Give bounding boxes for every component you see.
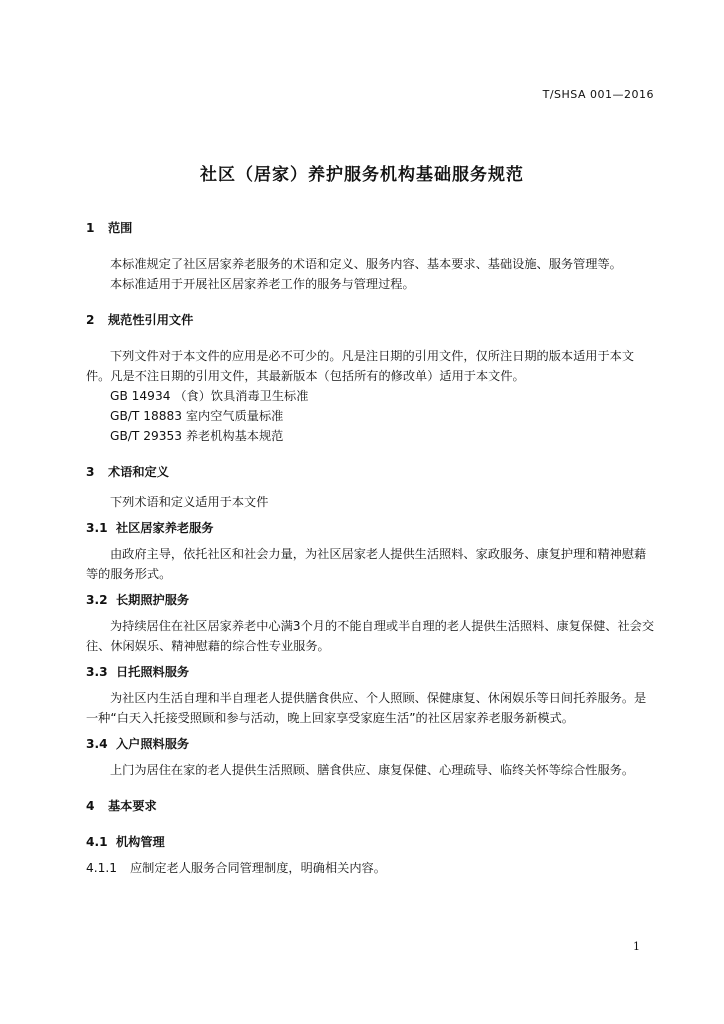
reference-item: GB 14934 （食）饮具消毒卫生标准 — [110, 389, 309, 403]
section-heading: 2 规范性引用文件 — [86, 313, 194, 327]
paragraph: 为持续居住在社区居家养老中心满3个月的不能自理或半自理的老人提供生活照料、康复保健、社会交往、休闲娱乐、精神慰藉的综合性专业服务。 — [86, 619, 655, 653]
subsection-heading: 3.4 入户照料服务 — [86, 737, 190, 751]
document-title: 社区（居家）养护服务机构基础服务规范 — [200, 165, 524, 185]
page-number: 1 — [633, 940, 640, 953]
paragraph: 本标准适用于开展社区居家养老工作的服务与管理过程。 — [110, 277, 415, 291]
reference-item: GB/T 18883 室内空气质量标准 — [110, 409, 284, 423]
subsection-heading: 4.1 机构管理 — [86, 835, 165, 849]
section-heading: 3 术语和定义 — [86, 465, 169, 479]
paragraph: 由政府主导，依托社区和社会力量，为社区居家老人提供生活照料、家政服务、康复护理和精神慰藉等的服务形式。 — [86, 547, 647, 581]
subsection-heading: 3.2 长期照护服务 — [86, 593, 190, 607]
paragraph: 上门为居住在家的老人提供生活照顾、膳食供应、康复保健、心理疏导、临终关怀等综合性服务。 — [110, 763, 635, 777]
section-heading: 1 范围 — [86, 221, 133, 235]
subsection-heading: 3.3 日托照料服务 — [86, 665, 190, 679]
reference-item: GB/T 29353 养老机构基本规范 — [110, 429, 284, 443]
document-code: T/SHSA 001—2016 — [542, 88, 654, 101]
paragraph: 本标准规定了社区居家养老服务的术语和定义、服务内容、基本要求、基础设施、服务管理等。 — [110, 257, 622, 271]
subsection-heading: 3.1 社区居家养老服务 — [86, 521, 214, 535]
paragraph: 下列文件对于本文件的应用是必不可少的。凡是注日期的引用文件，仅所注日期的版本适用于本文件。凡是不注日期的引用文件，其最新版本（包括所有的修改单）适用于本文件。 — [86, 349, 635, 383]
section-heading: 4 基本要求 — [86, 799, 157, 813]
clause: 4.1.1 应制定老人服务合同管理制度，明确相关内容。 — [86, 861, 386, 875]
document-body — [86, 218, 658, 878]
paragraph: 下列术语和定义适用于本文件 — [110, 495, 269, 509]
paragraph: 为社区内生活自理和半自理老人提供膳食供应、个人照顾、保健康复、休闲娱乐等日间托养服务。是一种“白天入托接受照顾和参与活动，晚上回家享受家庭生活”的社区居家养老服务新模式。 — [86, 691, 647, 725]
